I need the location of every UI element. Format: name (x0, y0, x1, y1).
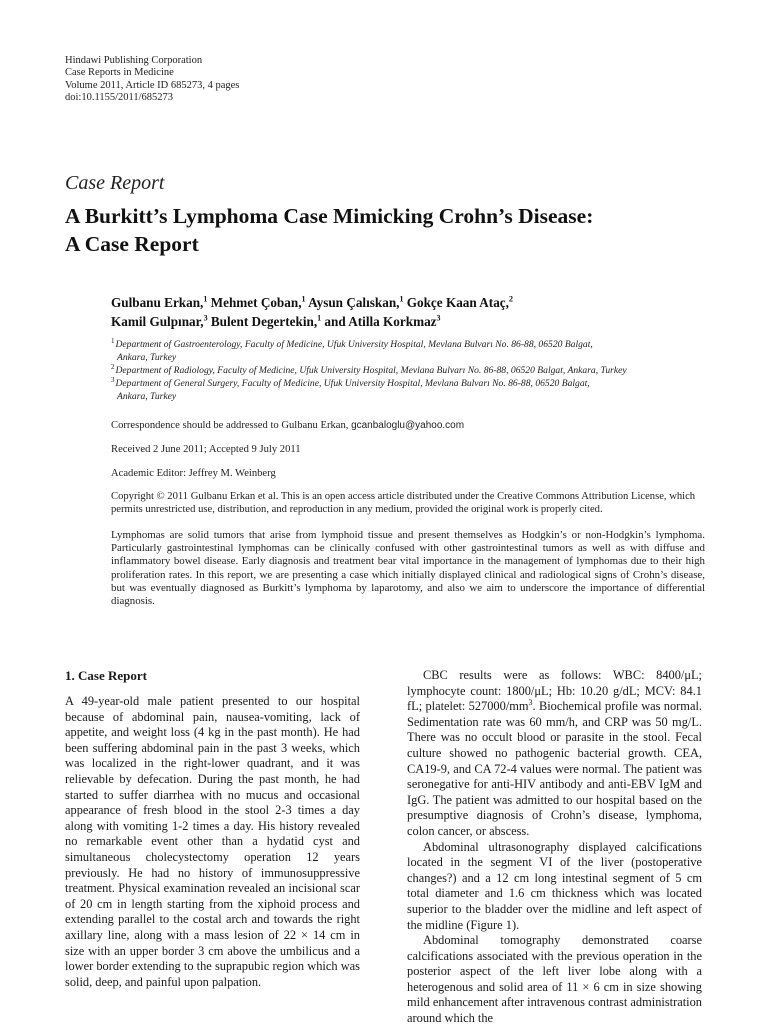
journal-name: Case Reports in Medicine (65, 67, 174, 79)
affiliation-text: Department of Radiology, Faculty of Medicine, Ufuk University Hospital, Mevlana Bulvarı No. 86-88, 06520 Balgat, Ankara, Turkey (115, 365, 627, 377)
title-line-1: A Burkitt’s Lymphoma Case Mimicking Crohn’s Disease: (65, 204, 594, 228)
author-name: and Atilla Korkmaz (324, 314, 437, 329)
article-title (65, 202, 715, 258)
cbc-text: CBC results were as follows: WBC: 8400/μL; lymphocyte count: 1800/μL; Hb: 10.20 g/dL; MCV: 84.1 fL; platelet: 527000/mm (407, 668, 702, 714)
affiliation-city: Ankara, Turkey (117, 391, 177, 403)
figure-1-link[interactable]: Figure 1 (470, 917, 512, 932)
affiliations (111, 338, 711, 403)
affiliation-city: Ankara, Turkey (117, 352, 177, 364)
received-dates: Received 2 June 2011; Accepted 9 July 2011 (111, 444, 301, 455)
body-paragraph-tomography: Abdominal tomography demonstrated coarse calcifications associated with the previous operation in the posterior aspect of the left liver lobe along with a heterogenous and solid area of 11 × 6 cm in size showing mild enhancement after intravenous contrast administration around which the (407, 933, 702, 1026)
author-line-2 (111, 312, 711, 331)
author-name: Aysun Çalıskan, (308, 295, 400, 310)
affiliation-number: 3 (111, 376, 115, 385)
correspondence (111, 419, 711, 432)
author-affil-ref: 2 (508, 294, 513, 304)
author-affil-ref: 3 (436, 313, 441, 323)
affiliation-1 (111, 338, 711, 364)
abstract: Lymphomas are solid tumors that arise from lymphoid tissue and present themselves as Hodgkin’s or non-Hodgkin’s lymphoma. Particularly gastrointestinal lymphomas can be clinically confused with other gastrointestinal tumors as well as with diffuse and inflammatory bowel disease. Early diagnosis and treatment bear vital importance in the management of lymphomas due to their high proliferation rates. In this report, we are presenting a case which initially displayed clinical and radiological signs of Crohn’s disease, but was eventually diagnosed as Burkitt’s lymphoma by laparotomy, and also we aim to underscore the importance of differential diagnosis. (111, 529, 705, 608)
author-name: Mehmet Çoban, (210, 295, 302, 310)
affiliation-3 (111, 377, 711, 403)
correspondence-email[interactable]: gcanbaloglu@yahoo.com (351, 420, 465, 431)
superscript: 3 (528, 698, 533, 708)
affiliation-text: Department of Gastroenterology, Faculty of Medicine, Ufuk University Hospital, Mevlana Bulvarı No. 86-88, 06520 Balgat, (115, 339, 593, 350)
author-name: Gulbanu Erkan, (111, 295, 204, 310)
copyright-notice: Copyright © 2011 Gulbanu Erkan et al. This is an open access article distributed under the Creative Commons Attribution License, which permits unrestricted use, distribution, and reproduction in any medium, provided the original work is properly cited. (111, 491, 696, 515)
affiliation-text: Department of General Surgery, Faculty of Medicine, Ufuk University Hospital, Mevlana Bulvarı No. 86-88, 06520 Balgat, (115, 378, 590, 390)
author-name: Bulent Degertekin, (210, 314, 318, 329)
doi: doi:10.1155/2011/685273 (65, 92, 174, 104)
author-affil-ref: 1 (399, 294, 404, 304)
ultrasonography-text: Abdominal ultrasonography displayed calcifications located in the segment VI of the liver (postoperative changes?) and a 12 cm long intestinal segment of 5 cm total diameter and 1.6 cm thickness which was located superior to the bladder over the midline and left aspect of the midline ( (407, 839, 702, 932)
title-line-2: A Case Report (65, 232, 199, 256)
cbc-text-continued: . Biochemical profile was normal. Sedimentation rate was 60 mm/h, and CRP was 50 mg/L. There was no occult blood or parasite in the stool. Fecal culture showed no pathogenic bacterial growth. CEA, CA19-9, and CA 72-4 values were normal. The patient was seronegative for anti-HIV antibody and anti-EBV IgM and IgG. The patient was admitted to our hospital based on the presumptive diagnosis of Crohn’s disease, lymphoma, colon cancer, or abscess. (407, 699, 702, 838)
article-type: Case Report (65, 172, 165, 194)
section-heading: 1. Case Report (65, 668, 147, 683)
left-column (65, 668, 360, 990)
volume-line: Volume 2011, Article ID 685273, 4 pages (65, 79, 240, 91)
author-line-1 (111, 293, 711, 312)
author-name: Kamil Gulpınar, (111, 314, 204, 329)
author-list (111, 293, 711, 331)
affiliation-number: 2 (111, 363, 115, 371)
author-affil-ref: 1 (301, 294, 306, 304)
right-column (407, 668, 702, 1027)
publication-info (65, 55, 239, 105)
body-paragraph: A 49-year-old male patient presented to our hospital because of abdominal pain, nausea-vomiting, lack of appetite, and weight loss (4 kg in the past month). He had been suffering abdominal pain in the past 3 weeks, which was localized in the right-lower quadrant, and it was relievable by defecation. During the past month, he had started to suffer diarrhea with no mucus and occasional appearance of fresh blood in the stool 2-3 times a day along with vomiting 1-2 times a day. His history revealed no remarkable event other than a hydatid cyst and simultaneous cholecystectomy operation 12 years previously. He had no history of immunosuppressive treatment. Physical examination revealed an incisional scar of 20 cm in length starting from the xiphoid process and extending parallel to the costal arch and towards the right axillary line, along with a mass lesion of 22 × 14 cm in size with an upper border 3 cm above the umbilicus and a lower border extending to the suprapubic region which was solid, deep, and painful upon palpation. (65, 694, 360, 989)
body-paragraph-ultrasonography (407, 840, 702, 934)
author-affil-ref: 3 (203, 313, 208, 323)
correspondence-text: Correspondence should be addressed to Gulbanu Erkan, (111, 420, 352, 431)
author-name: Gokçe Kaan Ataç, (406, 295, 509, 310)
body-paragraph-cbc (407, 668, 702, 840)
affiliation-2 (111, 364, 711, 377)
author-affil-ref: 1 (203, 294, 208, 304)
affiliation-number: 1 (111, 336, 115, 345)
publisher: Hindawi Publishing Corporation (65, 55, 203, 66)
author-affil-ref: 1 (317, 313, 322, 323)
ultrasonography-text-end: ). (511, 917, 520, 932)
academic-editor: Academic Editor: Jeffrey M. Weinberg (111, 468, 276, 479)
